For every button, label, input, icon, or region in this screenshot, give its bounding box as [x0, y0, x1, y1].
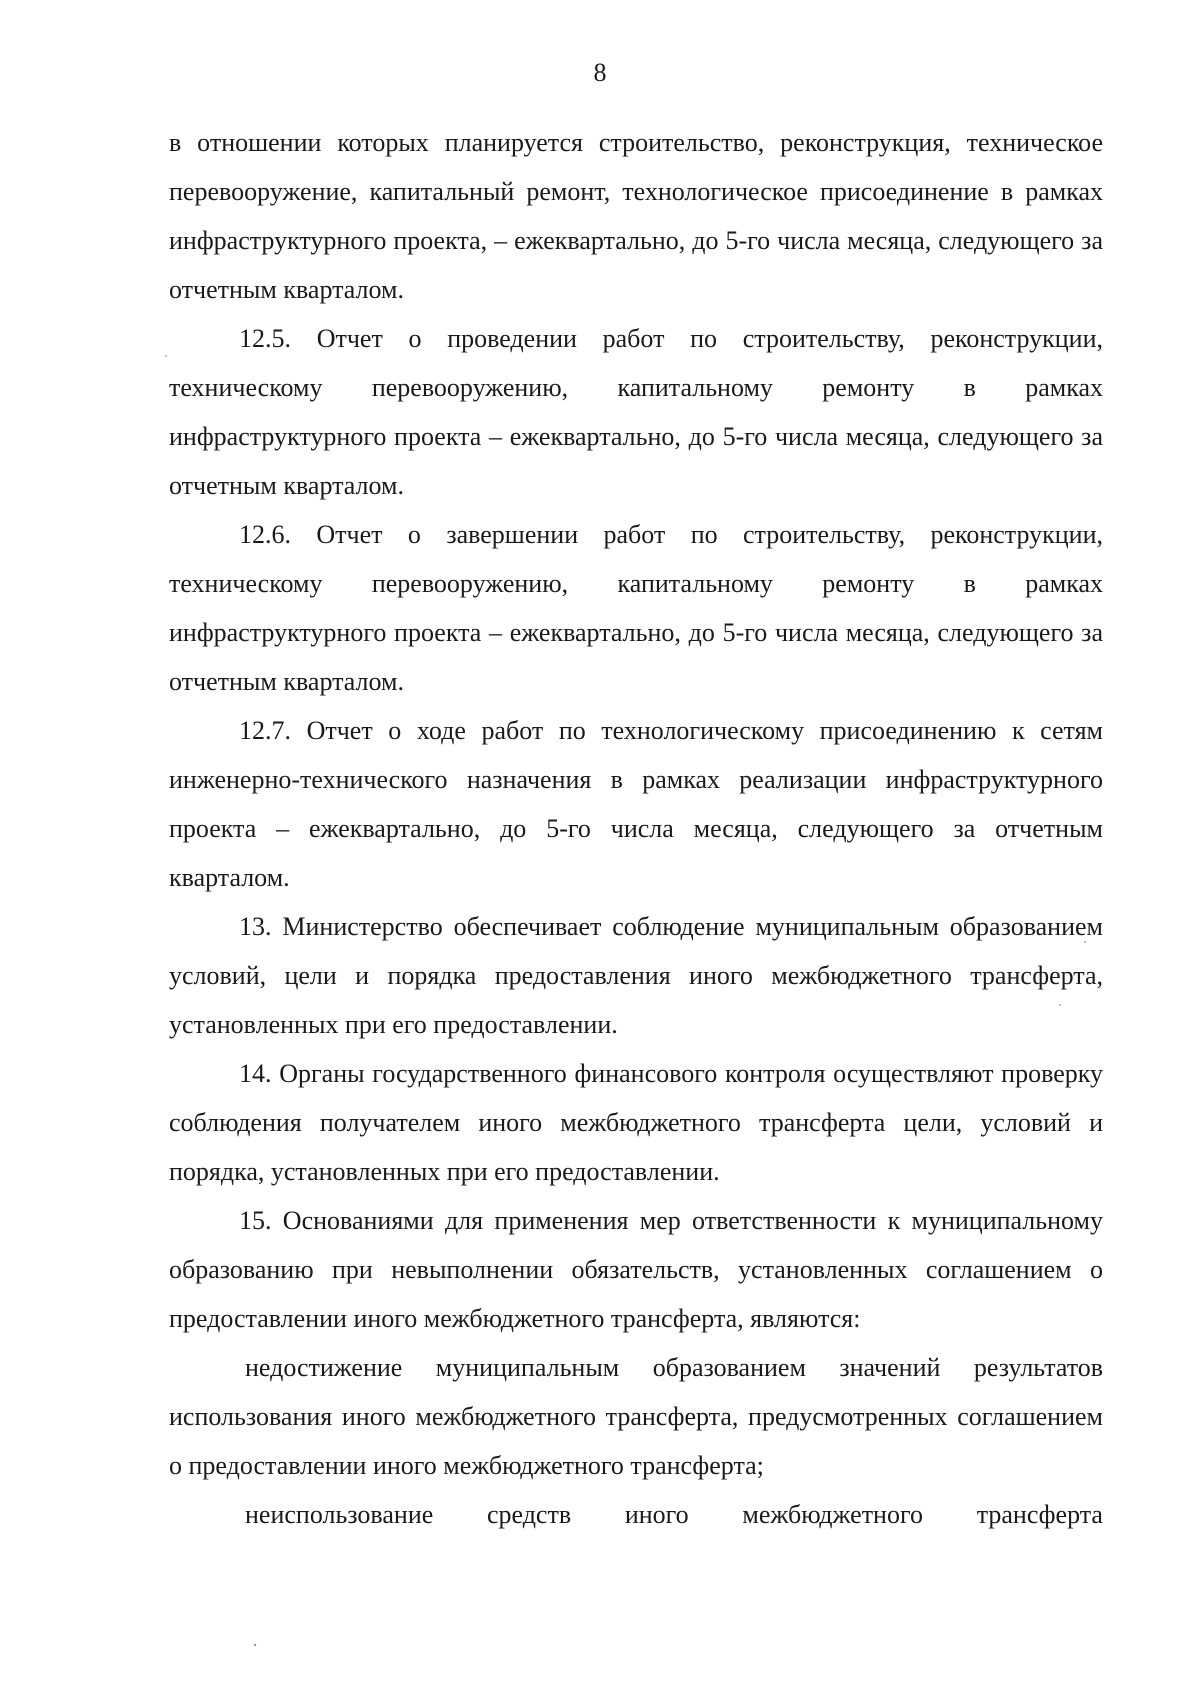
paragraph-12-5: 12.5. Отчет о проведении работ по строительству, реконструкции, техническому перевооружению, капитальному ремонту в рамках инфраструктурного проекта – ежеквартально, до 5-го числа месяца, следующего за отчетным кварталом.: [169, 324, 1103, 500]
scan-speck: [1084, 941, 1086, 943]
trailing-word: средств: [486, 1500, 572, 1529]
scan-speck: [254, 1644, 256, 1646]
paragraph-15-item-a: недостижение муниципальным образованием значений результатов использования иного межбюджетного трансферта, предусмотренных соглашением о предоставлении иного межбюджетного трансферта;: [169, 1353, 1103, 1480]
scan-speck: [165, 355, 167, 357]
trailing-word: межбюджетного: [742, 1500, 923, 1529]
trailing-word: трансферта: [976, 1500, 1103, 1529]
trailing-word: иного: [624, 1500, 689, 1529]
paragraph-13: 13. Министерство обеспечивает соблюдение муниципальным образованием условий, цели и порядка предоставления иного межбюджетного трансферта, установленных при его предоставлении.: [169, 912, 1103, 1039]
paragraph-12-7: 12.7. Отчет о ходе работ по технологическому присоединению к сетям инженерно-технического назначения в рамках реализации инфраструктурного проекта – ежеквартально, до 5-го числа месяца, следующего за отчетным кварталом.: [169, 716, 1103, 892]
paragraph-12-6: 12.6. Отчет о завершении работ по строительству, реконструкции, техническому перевооружению, капитальному ремонту в рамках инфраструктурного проекта – ежеквартально, до 5-го числа месяца, следующего за отчетным кварталом.: [169, 520, 1103, 696]
page-number: 8: [593, 58, 607, 87]
paragraph-intro-continuation: в отношении которых планируется строительство, реконструкция, техническое перевооружение, капитальный ремонт, технологическое присоединение в рамках инфраструктурного проекта, – ежеквартально, до 5-го числа месяца, следующего за отчетным кварталом.: [169, 128, 1103, 304]
paragraph-15: 15. Основаниями для применения мер ответственности к муниципальному образованию при невыполнении обязательств, установленных соглашением о предоставлении иного межбюджетного трансферта, являются:: [169, 1206, 1103, 1333]
trailing-word: неиспользование: [245, 1500, 434, 1529]
scan-speck: [1059, 1004, 1061, 1006]
paragraph-14: 14. Органы государственного финансового контроля осуществляют проверку соблюдения получателем иного межбюджетного трансферта цели, условий и порядка, установленных при его предоставлении.: [169, 1059, 1103, 1186]
